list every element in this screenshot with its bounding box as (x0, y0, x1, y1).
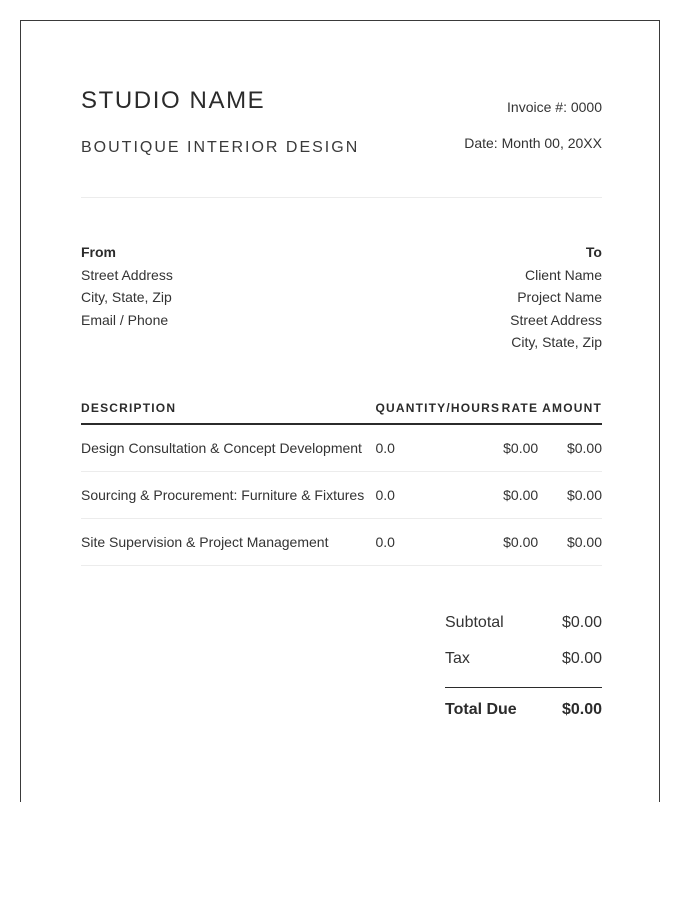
tax-value: $0.00 (561, 650, 602, 667)
row-rate: $0.00 (500, 519, 538, 566)
invoice-date: Date: Month 00, 20XX (464, 135, 602, 151)
tax-row (445, 641, 602, 677)
column-header-quantity: QUANTITY/HOURS (375, 393, 500, 424)
invoice-number: Invoice #: 0000 (507, 99, 602, 115)
total-due-value: $0.00 (561, 701, 602, 718)
from-line: City, State, Zip (81, 289, 172, 305)
total-due-label: Total Due (445, 701, 517, 718)
column-header-description: DESCRIPTION (81, 393, 375, 424)
invoice-page (20, 20, 660, 802)
to-line: Project Name (517, 289, 602, 305)
row-description: Site Supervision & Project Management (81, 519, 375, 566)
subtotal-value: $0.00 (561, 614, 602, 631)
row-quantity: 0.0 (375, 519, 500, 566)
to-label: To (585, 244, 602, 260)
row-description: Design Consultation & Concept Development (81, 424, 375, 472)
totals-divider (445, 687, 602, 688)
totals-block (445, 605, 602, 728)
line-items-table (81, 393, 602, 566)
table-row (81, 424, 602, 472)
column-header-rate: RATE (500, 393, 538, 424)
row-quantity: 0.0 (375, 424, 500, 472)
studio-name: STUDIO NAME (81, 87, 266, 114)
table-row (81, 472, 602, 519)
studio-tagline: BOUTIQUE INTERIOR DESIGN (81, 139, 360, 156)
row-amount: $0.00 (538, 424, 602, 472)
column-header-amount: AMOUNT (538, 393, 602, 424)
header-divider (81, 197, 602, 198)
row-amount: $0.00 (538, 472, 602, 519)
from-line: Email / Phone (81, 311, 169, 328)
tax-label: Tax (445, 650, 470, 667)
row-rate: $0.00 (500, 424, 538, 472)
table-header-row (81, 393, 602, 424)
subtotal-label: Subtotal (445, 614, 504, 631)
to-address-block (510, 241, 602, 354)
from-address-block (81, 241, 173, 331)
from-line: Street Address (81, 266, 173, 283)
row-quantity: 0.0 (375, 472, 500, 519)
row-description: Sourcing & Procurement: Furniture & Fixtures (81, 472, 375, 519)
table-row (81, 519, 602, 566)
to-line: City, State, Zip (511, 334, 602, 350)
subtotal-row (445, 605, 602, 641)
to-line: Client Name (524, 266, 602, 283)
invoice-content (81, 21, 602, 802)
total-due-row (445, 692, 602, 728)
row-rate: $0.00 (500, 472, 538, 519)
from-label: From (81, 244, 116, 260)
to-line: Street Address (510, 311, 602, 328)
row-amount: $0.00 (538, 519, 602, 566)
